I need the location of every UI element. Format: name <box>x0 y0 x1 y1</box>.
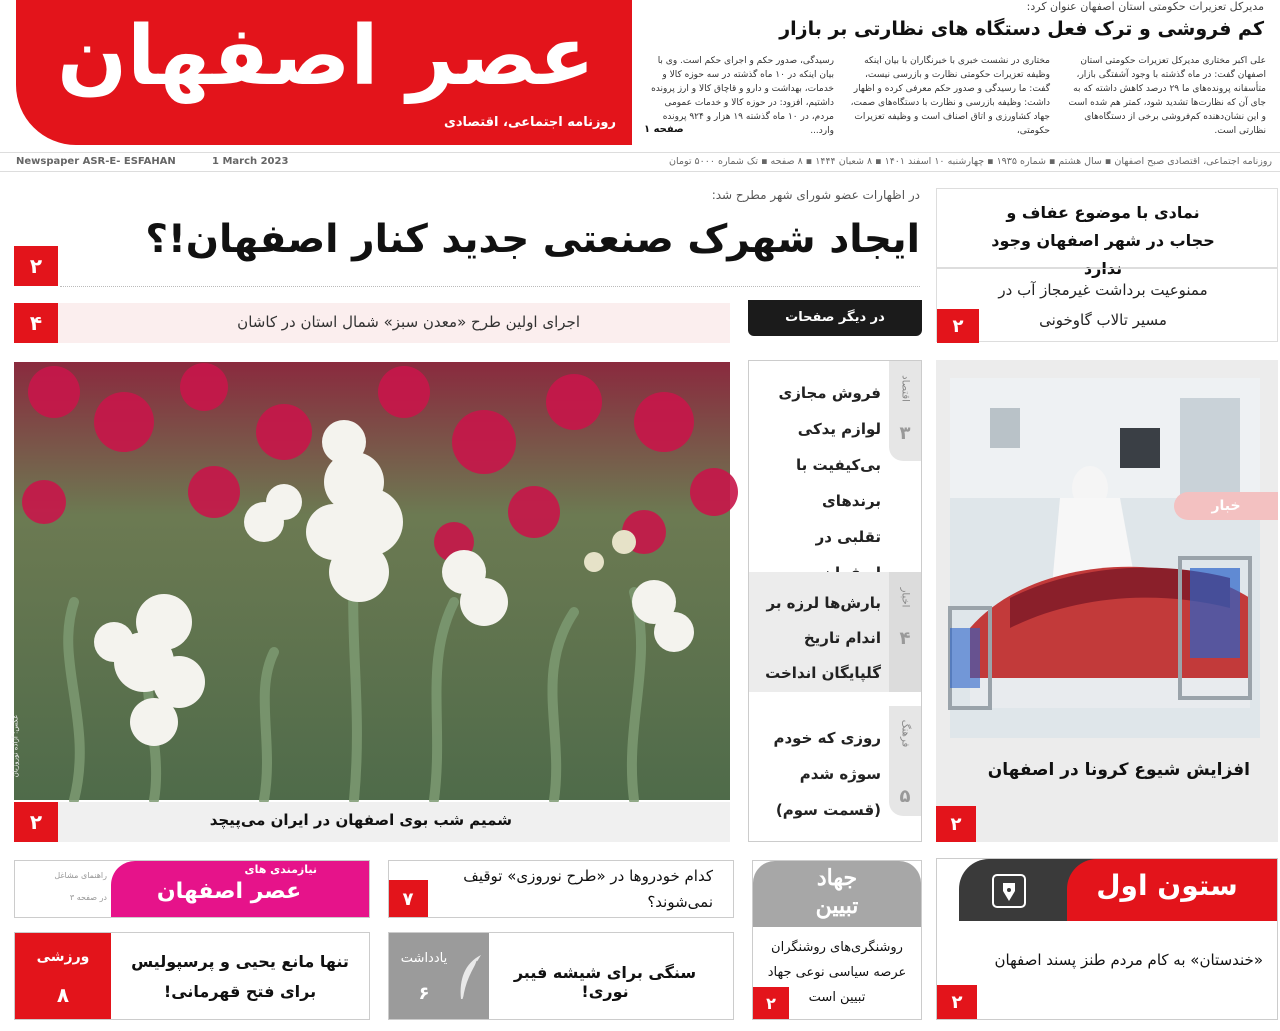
top-story-kicker: مدیرکل تعزیرات حکومتی استان اصفهان عنوان کرد: <box>1026 0 1264 13</box>
teaser-section: فرهنگ <box>899 719 911 748</box>
teaser-section: اخبار <box>899 587 911 608</box>
jihad-title1: جهاد <box>816 865 858 891</box>
photo-caption-box[interactable] <box>58 802 730 842</box>
teaser-text: روزی که خودم سوژه شدم (قسمت سوم) <box>773 729 881 819</box>
photo-credit: عکس: آزاده نوروزیان <box>11 714 20 778</box>
dateline-fa-info: روزنامه اجتماعی، اقتصادی صبح اصفهان ▪ سال هشتم ▪ شماره ۱۹۳۵ ▪ چهارشنبه ۱۰ اسفند ۱۴۰۱ ▪ ۸ شعبان ۱۴۴۴ ▪ ۸ صفحه ▪ تک شماره ۵۰۰۰ تومان <box>669 156 1272 167</box>
cars-box[interactable] <box>388 860 734 918</box>
sport-page-number: ۸ <box>56 983 70 1007</box>
corona-page-number[interactable]: ۲ <box>936 806 976 842</box>
corona-photo <box>950 378 1260 738</box>
corona-caption: افزایش شیوع کرونا در اصفهان <box>987 760 1250 780</box>
right-news-text: نمادی با موضوع عفاف و حجاب در شهر اصفهان وجود ندارد <box>991 203 1215 278</box>
other-pages-label-text: در دیگر صفحات <box>785 310 885 325</box>
second-headline-box[interactable] <box>58 303 730 343</box>
photo-caption: شمیم شب بوی اصفهان در ایران می‌پیچد <box>209 811 512 829</box>
teaser-page-number: ۳ <box>899 423 911 444</box>
sport-section: ورزشی <box>36 949 90 965</box>
top-story <box>640 0 1270 145</box>
right-news-page-number: ۲ <box>937 309 979 343</box>
other-pages-label <box>748 300 922 336</box>
jihad-title2: تبیین <box>815 893 859 919</box>
tagline: روزنامه اجتماعی، اقتصادی <box>443 115 616 130</box>
column-page-number: ۲ <box>937 985 977 1019</box>
corona-box <box>936 360 1278 842</box>
dateline <box>0 152 1280 172</box>
teaser-item[interactable] <box>749 361 921 569</box>
column-title: ستون اول <box>1096 869 1238 902</box>
jobs-box[interactable] <box>14 860 370 918</box>
lead-rule <box>60 286 920 287</box>
cars-page-number[interactable]: ۷ <box>388 880 428 918</box>
teaser-item[interactable] <box>749 572 921 692</box>
corona-tag <box>1174 492 1278 520</box>
lead-page-number[interactable]: ۲ <box>14 246 58 286</box>
logo-text: عصر اصفهان <box>57 9 595 104</box>
top-story-col2: مختاری در نشست خبری با خبرنگاران با بیان اینکه وظیفه تعزیرات حکومتی نظارت و بازرسی نیست، گفت: ما رسیدگی و صدور حکم معرفی کرده و اظهار داشت: وظیفه بازرسی و نظارت با دستگاه‌های صمت، جهاد کشاورزی و اتاق اصناف است و وظیفه تعزیرات حکومتی، <box>850 56 1050 136</box>
feather-icon <box>455 953 485 1003</box>
column-text: «خندستان» به کام مردم طنز پسند اصفهان <box>994 951 1263 969</box>
cars-text: کدام خودروها در «طرح نوروزی» توقیف نمی‌شوند؟ <box>463 867 713 911</box>
top-story-col1: علی اکبر مختاری مدیرکل تعزیرات حکومتی استان اصفهان گفت: در ماه گذشته با وجود آشفتگی بازار، متأسفانه پرونده‌های ما ۲۹ درصد کاهش داشته که به جای آن که نظارت‌ها تشدید شود، کمتر هم شده است و این نشان‌دهنده کم‌فروشی برخی از دستگاه‌های نظارتی است. <box>1068 56 1266 136</box>
sport-text: تنها مانع یحیی و پرسپولیس برای فتح قهرمانی! <box>131 952 349 1001</box>
teaser-section: اقتصاد <box>899 375 911 402</box>
lead-kicker: در اظهارات عضو شورای شهر مطرح شد: <box>711 188 920 202</box>
jobs-label: نیازمندی های <box>244 863 317 876</box>
right-news-item[interactable] <box>936 188 1278 278</box>
jobs-note1: راهنمای مشاغل <box>54 871 107 880</box>
second-headline-text: اجرای اولین طرح «معدن سبز» شمال استان در کاشان <box>237 313 580 331</box>
note-section: یادداشت <box>400 951 448 966</box>
teaser-item[interactable] <box>749 706 921 841</box>
teaser-page-number: ۴ <box>899 628 911 649</box>
note-page-number: ۶ <box>418 983 430 1004</box>
top-story-title: کم فروشی و ترک فعل دستگاه های نظارتی بر بازار <box>779 18 1264 40</box>
dateline-en-name: Newspaper ASR-E- ESFAHAN <box>16 156 176 167</box>
teaser-page-number: ۵ <box>899 786 911 807</box>
pen-nib-icon <box>989 871 1029 911</box>
jobs-brand: عصر اصفهان <box>156 879 302 904</box>
teaser-text: فروش مجازی لوازم یدکی بی‌کیفیت با برندهای تقلبی در <box>778 384 881 546</box>
column-box[interactable] <box>936 858 1278 1020</box>
top-story-page-ref[interactable]: صفحه ۱ <box>644 124 684 135</box>
masthead-logo-block <box>16 0 632 145</box>
lead-headline: ایجاد شهرک صنعتی جدید کنار اصفهان!؟ <box>145 217 920 262</box>
sport-box[interactable] <box>14 932 370 1020</box>
second-headline-page-number[interactable]: ۴ <box>14 303 58 343</box>
jihad-text: روشنگری‌های روشنگران عرصه سیاسی نوعی جهاد تبیین است <box>767 940 907 1005</box>
photo-page-number[interactable]: ۲ <box>14 802 58 842</box>
jobs-note2: در صفحه ۳ <box>69 893 107 902</box>
dateline-en-date: 1 March 2023 <box>212 156 289 167</box>
note-text: سنگی برای شیشه فیبر نوری! <box>513 963 697 1001</box>
right-news-item[interactable] <box>936 268 1278 342</box>
flower-photo-image <box>14 362 730 800</box>
teaser-text: بارش‌ها لرزه بر اندام تاریخ گلپایگان انداخت <box>765 594 881 682</box>
jihad-page-number: ۲ <box>753 987 789 1019</box>
flower-photo <box>11 362 730 800</box>
corona-tag-text: خبار <box>1211 498 1241 514</box>
note-box[interactable] <box>388 932 734 1020</box>
right-news-text: ممنوعیت برداشت غیرمجاز آب در مسیر تالاب گاوخونی <box>998 281 1208 329</box>
jihad-box[interactable] <box>752 860 922 1020</box>
top-story-col3: رسیدگی، صدور حکم و اجرای حکم است. وی با بیان اینکه در ۱۰ ماه گذشته در سه حوزه کالا و خدمات، بهداشت و دارو و قاچاق کالا و ارز پرونده داشتیم، افزود: در حوزه کالا و خدمات عمومی مردم، در ۱۰ ماه گذشته ۱۹ هزار و ۹۲۴ پرونده وارد... <box>651 56 834 136</box>
